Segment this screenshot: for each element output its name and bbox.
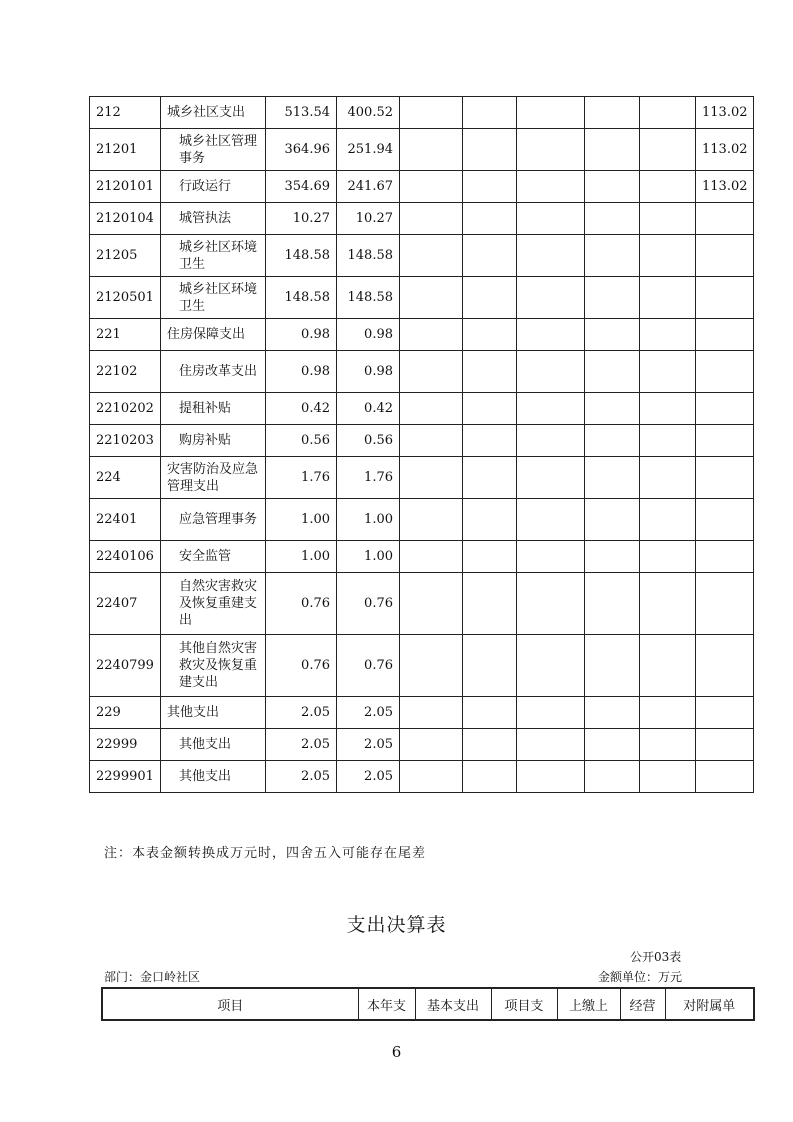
name-cell: 其他支出 bbox=[161, 729, 266, 761]
total-cell: 0.76 bbox=[266, 573, 337, 635]
empty-cell bbox=[463, 457, 517, 499]
empty-cell bbox=[463, 171, 517, 203]
table-row bbox=[90, 351, 754, 393]
empty-cell bbox=[517, 393, 585, 425]
subsidiary-cell: 113.02 bbox=[696, 97, 754, 129]
empty-cell bbox=[463, 235, 517, 277]
name-cell: 住房保障支出 bbox=[161, 319, 266, 351]
code-cell: 21201 bbox=[90, 129, 161, 171]
subsidiary-cell bbox=[696, 235, 754, 277]
table-row bbox=[90, 425, 754, 457]
empty-cell bbox=[400, 697, 463, 729]
subsidiary-cell bbox=[696, 457, 754, 499]
name-cell: 安全监管 bbox=[161, 541, 266, 573]
table-row bbox=[90, 457, 754, 499]
empty-cell bbox=[517, 697, 585, 729]
empty-cell bbox=[400, 499, 463, 541]
total-cell: 2.05 bbox=[266, 761, 337, 793]
table-row bbox=[90, 393, 754, 425]
total-cell: 10.27 bbox=[266, 203, 337, 235]
header-cell-project: 项目支 bbox=[491, 988, 557, 1020]
empty-cell bbox=[400, 541, 463, 573]
subsidiary-cell bbox=[696, 425, 754, 457]
basic-cell: 0.76 bbox=[337, 573, 400, 635]
name-cell: 提租补贴 bbox=[161, 393, 266, 425]
code-cell: 212 bbox=[90, 97, 161, 129]
table-row bbox=[90, 277, 754, 319]
empty-cell bbox=[640, 129, 696, 171]
subsidiary-cell: 113.02 bbox=[696, 129, 754, 171]
name-cell: 自然灾害救灾及恢复重建支出 bbox=[161, 573, 266, 635]
code-cell: 2240106 bbox=[90, 541, 161, 573]
basic-cell: 1.00 bbox=[337, 499, 400, 541]
empty-cell bbox=[400, 761, 463, 793]
subsidiary-cell bbox=[696, 277, 754, 319]
empty-cell bbox=[400, 573, 463, 635]
empty-cell bbox=[517, 171, 585, 203]
code-cell: 22401 bbox=[90, 499, 161, 541]
basic-cell: 0.98 bbox=[337, 319, 400, 351]
empty-cell bbox=[400, 457, 463, 499]
empty-cell bbox=[517, 499, 585, 541]
total-cell: 1.00 bbox=[266, 499, 337, 541]
empty-cell bbox=[640, 573, 696, 635]
empty-cell bbox=[585, 635, 640, 697]
empty-cell bbox=[640, 499, 696, 541]
empty-cell bbox=[585, 171, 640, 203]
empty-cell bbox=[585, 393, 640, 425]
empty-cell bbox=[463, 393, 517, 425]
basic-cell: 0.98 bbox=[337, 351, 400, 393]
empty-cell bbox=[640, 97, 696, 129]
code-cell: 224 bbox=[90, 457, 161, 499]
empty-cell bbox=[585, 97, 640, 129]
table-number: 公开03表 bbox=[630, 950, 682, 964]
header-cell-annual: 本年支 bbox=[358, 988, 415, 1020]
code-cell: 2210202 bbox=[90, 393, 161, 425]
subsidiary-cell bbox=[696, 351, 754, 393]
total-cell: 2.05 bbox=[266, 729, 337, 761]
empty-cell bbox=[517, 351, 585, 393]
basic-cell: 148.58 bbox=[337, 235, 400, 277]
table-row bbox=[90, 697, 754, 729]
table-row bbox=[90, 97, 754, 129]
basic-cell: 1.00 bbox=[337, 541, 400, 573]
empty-cell bbox=[585, 129, 640, 171]
table-row bbox=[90, 129, 754, 171]
empty-cell bbox=[400, 393, 463, 425]
name-cell: 其他支出 bbox=[161, 697, 266, 729]
total-cell: 2.05 bbox=[266, 697, 337, 729]
empty-cell bbox=[640, 351, 696, 393]
empty-cell bbox=[463, 697, 517, 729]
empty-cell bbox=[463, 351, 517, 393]
empty-cell bbox=[517, 235, 585, 277]
code-cell: 2120101 bbox=[90, 171, 161, 203]
basic-cell: 148.58 bbox=[337, 277, 400, 319]
empty-cell bbox=[463, 499, 517, 541]
empty-cell bbox=[463, 573, 517, 635]
empty-cell bbox=[400, 171, 463, 203]
header-cell-subsidiary: 对附属单 bbox=[665, 988, 754, 1020]
code-cell: 2240799 bbox=[90, 635, 161, 697]
department-label: 部门：金口岭社区 bbox=[104, 970, 201, 984]
total-cell: 354.69 bbox=[266, 171, 337, 203]
name-cell: 城乡社区支出 bbox=[161, 97, 266, 129]
name-cell: 城乡社区环境卫生 bbox=[161, 277, 266, 319]
table-row bbox=[90, 203, 754, 235]
name-cell: 应急管理事务 bbox=[161, 499, 266, 541]
code-cell: 2299901 bbox=[90, 761, 161, 793]
footnote: 注：本表金额转换成万元时，四舍五入可能存在尾差 bbox=[104, 846, 427, 861]
page-number: 6 bbox=[391, 1043, 402, 1061]
code-cell: 22999 bbox=[90, 729, 161, 761]
unit-label: 金额单位：万元 bbox=[598, 970, 683, 984]
header-cell-remit: 上缴上 bbox=[557, 988, 620, 1020]
empty-cell bbox=[585, 425, 640, 457]
empty-cell bbox=[463, 277, 517, 319]
name-cell: 城乡社区环境卫生 bbox=[161, 235, 266, 277]
section-title: 支出决算表 bbox=[346, 914, 447, 936]
empty-cell bbox=[400, 319, 463, 351]
subsidiary-cell: 113.02 bbox=[696, 171, 754, 203]
total-cell: 1.00 bbox=[266, 541, 337, 573]
empty-cell bbox=[585, 277, 640, 319]
empty-cell bbox=[400, 351, 463, 393]
code-cell: 2120501 bbox=[90, 277, 161, 319]
total-cell: 513.54 bbox=[266, 97, 337, 129]
empty-cell bbox=[400, 97, 463, 129]
table-row bbox=[90, 319, 754, 351]
empty-cell bbox=[585, 457, 640, 499]
empty-cell bbox=[517, 129, 585, 171]
name-cell: 灾害防治及应急管理支出 bbox=[161, 457, 266, 499]
total-cell: 0.42 bbox=[266, 393, 337, 425]
table-row bbox=[90, 235, 754, 277]
basic-cell: 1.76 bbox=[337, 457, 400, 499]
total-cell: 0.56 bbox=[266, 425, 337, 457]
empty-cell bbox=[585, 499, 640, 541]
empty-cell bbox=[585, 729, 640, 761]
subsidiary-cell bbox=[696, 319, 754, 351]
empty-cell bbox=[585, 761, 640, 793]
empty-cell bbox=[463, 541, 517, 573]
empty-cell bbox=[463, 729, 517, 761]
name-cell: 购房补贴 bbox=[161, 425, 266, 457]
subsidiary-cell bbox=[696, 541, 754, 573]
subsidiary-cell bbox=[696, 761, 754, 793]
table-row bbox=[90, 729, 754, 761]
empty-cell bbox=[517, 97, 585, 129]
empty-cell bbox=[517, 573, 585, 635]
name-cell: 城乡社区管理事务 bbox=[161, 129, 266, 171]
empty-cell bbox=[463, 129, 517, 171]
table-row bbox=[90, 573, 754, 635]
total-cell: 0.98 bbox=[266, 319, 337, 351]
empty-cell bbox=[640, 425, 696, 457]
empty-cell bbox=[640, 541, 696, 573]
table-row bbox=[90, 499, 754, 541]
empty-cell bbox=[400, 729, 463, 761]
empty-cell bbox=[640, 697, 696, 729]
basic-cell: 2.05 bbox=[337, 729, 400, 761]
basic-cell: 2.05 bbox=[337, 761, 400, 793]
basic-cell: 400.52 bbox=[337, 97, 400, 129]
subsidiary-cell bbox=[696, 573, 754, 635]
basic-cell: 241.67 bbox=[337, 171, 400, 203]
table-row bbox=[90, 541, 754, 573]
name-cell: 城管执法 bbox=[161, 203, 266, 235]
code-cell: 22102 bbox=[90, 351, 161, 393]
subsidiary-cell bbox=[696, 393, 754, 425]
total-cell: 148.58 bbox=[266, 235, 337, 277]
empty-cell bbox=[640, 729, 696, 761]
basic-cell: 0.56 bbox=[337, 425, 400, 457]
header-cell-operation: 经营 bbox=[620, 988, 665, 1020]
subsidiary-cell bbox=[696, 499, 754, 541]
expenditure-table bbox=[89, 96, 754, 793]
empty-cell bbox=[517, 319, 585, 351]
empty-cell bbox=[640, 277, 696, 319]
empty-cell bbox=[463, 97, 517, 129]
basic-cell: 0.42 bbox=[337, 393, 400, 425]
header-row bbox=[102, 988, 754, 1020]
basic-cell: 10.27 bbox=[337, 203, 400, 235]
code-cell: 2120104 bbox=[90, 203, 161, 235]
empty-cell bbox=[585, 541, 640, 573]
empty-cell bbox=[640, 761, 696, 793]
empty-cell bbox=[400, 203, 463, 235]
code-cell: 221 bbox=[90, 319, 161, 351]
empty-cell bbox=[517, 203, 585, 235]
basic-cell: 251.94 bbox=[337, 129, 400, 171]
empty-cell bbox=[585, 319, 640, 351]
empty-cell bbox=[400, 235, 463, 277]
name-cell: 其他自然灾害救灾及恢复重建支出 bbox=[161, 635, 266, 697]
empty-cell bbox=[517, 457, 585, 499]
empty-cell bbox=[463, 203, 517, 235]
empty-cell bbox=[640, 457, 696, 499]
empty-cell bbox=[517, 277, 585, 319]
total-cell: 0.98 bbox=[266, 351, 337, 393]
name-cell: 住房改革支出 bbox=[161, 351, 266, 393]
empty-cell bbox=[640, 171, 696, 203]
empty-cell bbox=[517, 729, 585, 761]
table-row bbox=[90, 635, 754, 697]
empty-cell bbox=[585, 235, 640, 277]
header-cell-item: 项目 bbox=[102, 988, 358, 1020]
table-row bbox=[90, 171, 754, 203]
total-cell: 0.76 bbox=[266, 635, 337, 697]
code-cell: 22407 bbox=[90, 573, 161, 635]
empty-cell bbox=[463, 319, 517, 351]
code-cell: 2210203 bbox=[90, 425, 161, 457]
empty-cell bbox=[640, 203, 696, 235]
empty-cell bbox=[585, 351, 640, 393]
basic-cell: 2.05 bbox=[337, 697, 400, 729]
empty-cell bbox=[463, 635, 517, 697]
empty-cell bbox=[517, 425, 585, 457]
empty-cell bbox=[640, 235, 696, 277]
empty-cell bbox=[463, 761, 517, 793]
subsidiary-cell bbox=[696, 729, 754, 761]
expenditure-header-table bbox=[101, 987, 755, 1021]
empty-cell bbox=[585, 203, 640, 235]
subsidiary-cell bbox=[696, 635, 754, 697]
subsidiary-cell bbox=[696, 697, 754, 729]
empty-cell bbox=[585, 573, 640, 635]
header-cell-basic: 基本支出 bbox=[415, 988, 491, 1020]
empty-cell bbox=[517, 541, 585, 573]
empty-cell bbox=[400, 425, 463, 457]
code-cell: 21205 bbox=[90, 235, 161, 277]
empty-cell bbox=[400, 277, 463, 319]
table-body bbox=[90, 97, 754, 793]
subsidiary-cell bbox=[696, 203, 754, 235]
total-cell: 148.58 bbox=[266, 277, 337, 319]
empty-cell bbox=[517, 761, 585, 793]
empty-cell bbox=[400, 635, 463, 697]
total-cell: 364.96 bbox=[266, 129, 337, 171]
name-cell: 其他支出 bbox=[161, 761, 266, 793]
empty-cell bbox=[640, 393, 696, 425]
empty-cell bbox=[640, 319, 696, 351]
name-cell: 行政运行 bbox=[161, 171, 266, 203]
empty-cell bbox=[640, 635, 696, 697]
code-cell: 229 bbox=[90, 697, 161, 729]
empty-cell bbox=[517, 635, 585, 697]
empty-cell bbox=[400, 129, 463, 171]
table-row bbox=[90, 761, 754, 793]
total-cell: 1.76 bbox=[266, 457, 337, 499]
empty-cell bbox=[463, 425, 517, 457]
basic-cell: 0.76 bbox=[337, 635, 400, 697]
empty-cell bbox=[585, 697, 640, 729]
